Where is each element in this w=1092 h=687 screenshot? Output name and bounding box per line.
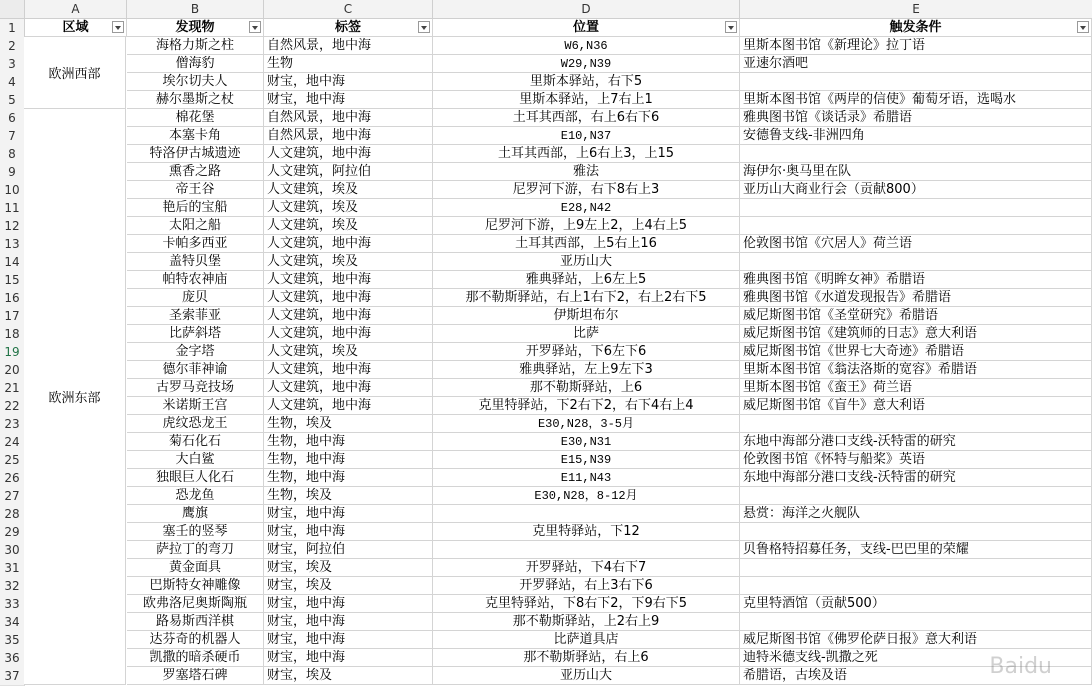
row-number[interactable]: 18 [0, 325, 25, 344]
row-number[interactable]: 12 [0, 217, 25, 236]
tag-cell[interactable]: 生物，埃及 [264, 487, 433, 505]
row-number[interactable]: 3 [0, 55, 25, 74]
trigger-cell[interactable]: 里斯本图书馆《蛮王》荷兰语 [740, 379, 1092, 397]
tag-cell[interactable]: 人文建筑，阿拉伯 [264, 163, 433, 181]
location-cell[interactable]: 开罗驿站，右上3右下6 [433, 577, 740, 595]
tag-cell[interactable]: 人文建筑，地中海 [264, 397, 433, 415]
location-cell[interactable]: 土耳其西部，上5右上16 [433, 235, 740, 253]
discovery-cell[interactable]: 卡帕多西亚 [127, 235, 264, 253]
row-number[interactable]: 16 [0, 289, 25, 308]
discovery-cell[interactable]: 比萨斜塔 [127, 325, 264, 343]
row-number[interactable]: 23 [0, 415, 25, 434]
discovery-cell[interactable]: 本塞卡角 [127, 127, 264, 145]
discovery-cell[interactable]: 海格力斯之柱 [127, 37, 264, 55]
column-header-c[interactable]: C [264, 0, 433, 18]
discovery-cell[interactable]: 圣索菲亚 [127, 307, 264, 325]
tag-cell[interactable]: 生物，地中海 [264, 433, 433, 451]
trigger-cell[interactable] [740, 577, 1092, 595]
location-cell[interactable]: 比萨道具店 [433, 631, 740, 649]
row-number[interactable]: 15 [0, 271, 25, 290]
location-cell[interactable]: 亚历山大 [433, 667, 740, 685]
discovery-cell[interactable]: 独眼巨人化石 [127, 469, 264, 487]
discovery-cell[interactable]: 凯撒的暗杀硬币 [127, 649, 264, 667]
location-cell[interactable]: 里斯本驿站，上7右上1 [433, 91, 740, 109]
trigger-cell[interactable]: 里斯本图书馆《翁法洛斯的宽容》希腊语 [740, 361, 1092, 379]
trigger-cell[interactable]: 迪特米德支线-凯撒之死 [740, 649, 1092, 667]
discovery-cell[interactable]: 埃尔切夫人 [127, 73, 264, 91]
trigger-cell[interactable]: 威尼斯图书馆《佛罗伦萨日报》意大利语 [740, 631, 1092, 649]
location-cell[interactable]: E30,N28，8-12月 [433, 487, 740, 505]
row-number[interactable]: 28 [0, 505, 25, 524]
region-merged-cell[interactable]: 欧洲西部 [24, 37, 126, 109]
discovery-cell[interactable]: 黄金面具 [127, 559, 264, 577]
discovery-cell[interactable]: 达芬奇的机器人 [127, 631, 264, 649]
row-number[interactable]: 17 [0, 307, 25, 326]
trigger-cell[interactable]: 悬赏：海洋之火舰队 [740, 505, 1092, 523]
tag-cell[interactable]: 人文建筑，地中海 [264, 271, 433, 289]
tag-cell[interactable]: 生物，地中海 [264, 451, 433, 469]
row-number[interactable]: 25 [0, 451, 25, 470]
tag-cell[interactable]: 人文建筑，埃及 [264, 199, 433, 217]
tag-cell[interactable]: 人文建筑，地中海 [264, 145, 433, 163]
tag-cell[interactable]: 财宝，埃及 [264, 577, 433, 595]
discovery-cell[interactable]: 巴斯特女神雕像 [127, 577, 264, 595]
trigger-cell[interactable]: 伦敦图书馆《穴居人》荷兰语 [740, 235, 1092, 253]
discovery-cell[interactable]: 鹰旗 [127, 505, 264, 523]
tag-cell[interactable]: 人文建筑，地中海 [264, 235, 433, 253]
tag-cell[interactable]: 人文建筑，埃及 [264, 217, 433, 235]
header-cell[interactable]: 发现物 [127, 19, 264, 37]
tag-cell[interactable]: 自然风景，地中海 [264, 109, 433, 127]
trigger-cell[interactable]: 克里特酒馆（贡献500） [740, 595, 1092, 613]
trigger-cell[interactable]: 希腊语，古埃及语 [740, 667, 1092, 685]
discovery-cell[interactable]: 菊石化石 [127, 433, 264, 451]
row-number[interactable]: 31 [0, 559, 25, 578]
location-cell[interactable]: 开罗驿站，下6左下6 [433, 343, 740, 361]
row-number[interactable]: 8 [0, 145, 25, 164]
tag-cell[interactable]: 人文建筑，埃及 [264, 343, 433, 361]
trigger-cell[interactable] [740, 145, 1092, 163]
discovery-cell[interactable]: 棉花堡 [127, 109, 264, 127]
header-cell[interactable]: 触发条件 [740, 19, 1092, 37]
location-cell[interactable]: 那不勒斯驿站，上6 [433, 379, 740, 397]
tag-cell[interactable]: 财宝，埃及 [264, 559, 433, 577]
discovery-cell[interactable]: 太阳之船 [127, 217, 264, 235]
row-number[interactable]: 21 [0, 379, 25, 398]
trigger-cell[interactable]: 亚历山大商业行会（贡献800） [740, 181, 1092, 199]
discovery-cell[interactable]: 熏香之路 [127, 163, 264, 181]
row-number[interactable]: 33 [0, 595, 25, 614]
discovery-cell[interactable]: 帕特农神庙 [127, 271, 264, 289]
region-merged-cell[interactable]: 欧洲东部 [24, 109, 126, 685]
discovery-cell[interactable]: 庞贝 [127, 289, 264, 307]
tag-cell[interactable]: 财宝，地中海 [264, 523, 433, 541]
trigger-cell[interactable] [740, 199, 1092, 217]
row-number[interactable]: 1 [0, 19, 25, 38]
column-header-e[interactable]: E [740, 0, 1092, 18]
trigger-cell[interactable]: 威尼斯图书馆《圣堂研究》希腊语 [740, 307, 1092, 325]
location-cell[interactable]: 雅典驿站，上6左上5 [433, 271, 740, 289]
location-cell[interactable]: 伊斯坦布尔 [433, 307, 740, 325]
tag-cell[interactable]: 财宝，地中海 [264, 631, 433, 649]
select-all-corner[interactable] [0, 0, 25, 18]
header-cell[interactable]: 区域 [25, 19, 127, 37]
tag-cell[interactable]: 财宝，地中海 [264, 595, 433, 613]
row-number[interactable]: 19 [0, 343, 25, 362]
row-number[interactable]: 11 [0, 199, 25, 218]
tag-cell[interactable]: 生物，地中海 [264, 469, 433, 487]
discovery-cell[interactable]: 欧弗洛尼奥斯陶瓶 [127, 595, 264, 613]
trigger-cell[interactable]: 安德鲁支线-非洲四角 [740, 127, 1092, 145]
discovery-cell[interactable]: 德尔菲神谕 [127, 361, 264, 379]
row-number[interactable]: 32 [0, 577, 25, 596]
filter-dropdown-icon[interactable] [249, 21, 261, 33]
discovery-cell[interactable]: 路易斯西洋棋 [127, 613, 264, 631]
row-number[interactable]: 36 [0, 649, 25, 668]
column-header-d[interactable]: D [433, 0, 740, 18]
filter-dropdown-icon[interactable] [1077, 21, 1089, 33]
trigger-cell[interactable]: 里斯本图书馆《新理论》拉丁语 [740, 37, 1092, 55]
tag-cell[interactable]: 财宝，埃及 [264, 667, 433, 685]
trigger-cell[interactable]: 亚速尔酒吧 [740, 55, 1092, 73]
tag-cell[interactable]: 人文建筑，地中海 [264, 361, 433, 379]
tag-cell[interactable]: 人文建筑，地中海 [264, 379, 433, 397]
location-cell[interactable]: 那不勒斯驿站，右上6 [433, 649, 740, 667]
column-header-a[interactable]: A [25, 0, 127, 18]
discovery-cell[interactable]: 虎纹恐龙王 [127, 415, 264, 433]
trigger-cell[interactable] [740, 253, 1092, 271]
location-cell[interactable]: 克里特驿站，下12 [433, 523, 740, 541]
trigger-cell[interactable]: 海伊尔·奥马里在队 [740, 163, 1092, 181]
discovery-cell[interactable]: 古罗马竞技场 [127, 379, 264, 397]
header-cell[interactable]: 位置 [433, 19, 740, 37]
trigger-cell[interactable]: 雅典图书馆《水道发现报告》希腊语 [740, 289, 1092, 307]
row-number[interactable]: 6 [0, 109, 25, 128]
trigger-cell[interactable]: 雅典图书馆《明眸女神》希腊语 [740, 271, 1092, 289]
tag-cell[interactable]: 自然风景，地中海 [264, 37, 433, 55]
trigger-cell[interactable]: 伦敦图书馆《怀特与船桨》英语 [740, 451, 1092, 469]
tag-cell[interactable]: 财宝，阿拉伯 [264, 541, 433, 559]
discovery-cell[interactable]: 金字塔 [127, 343, 264, 361]
location-cell[interactable]: E10,N37 [433, 127, 740, 145]
location-cell[interactable]: 克里特驿站，下2右下2，右下4右上4 [433, 397, 740, 415]
row-number[interactable]: 35 [0, 631, 25, 650]
discovery-cell[interactable]: 恐龙鱼 [127, 487, 264, 505]
trigger-cell[interactable]: 威尼斯图书馆《世界七大奇迹》希腊语 [740, 343, 1092, 361]
discovery-cell[interactable]: 盖特贝堡 [127, 253, 264, 271]
trigger-cell[interactable]: 贝鲁格特招募任务，支线-巴巴里的荣耀 [740, 541, 1092, 559]
trigger-cell[interactable] [740, 73, 1092, 91]
filter-dropdown-icon[interactable] [725, 21, 737, 33]
row-number[interactable]: 10 [0, 181, 25, 200]
location-cell[interactable]: 里斯本驿站，右下5 [433, 73, 740, 91]
tag-cell[interactable]: 生物 [264, 55, 433, 73]
tag-cell[interactable]: 人文建筑，地中海 [264, 307, 433, 325]
location-cell[interactable]: 雅典驿站，左上9左下3 [433, 361, 740, 379]
location-cell[interactable]: E11,N43 [433, 469, 740, 487]
watermark: Baidu [989, 654, 1052, 679]
trigger-cell[interactable]: 里斯本图书馆《两岸的信使》葡萄牙语，选喝水 [740, 91, 1092, 109]
row-number[interactable]: 37 [0, 667, 25, 686]
location-cell[interactable]: 土耳其西部，上6右上3，上15 [433, 145, 740, 163]
discovery-cell[interactable]: 帝王谷 [127, 181, 264, 199]
tag-cell[interactable]: 财宝，地中海 [264, 91, 433, 109]
location-cell[interactable]: E28,N42 [433, 199, 740, 217]
tag-cell[interactable]: 财宝，地中海 [264, 73, 433, 91]
trigger-cell[interactable]: 东地中海部分港口支线-沃特雷的研究 [740, 433, 1092, 451]
discovery-cell[interactable]: 特洛伊古城遗迹 [127, 145, 264, 163]
location-cell[interactable]: 雅法 [433, 163, 740, 181]
location-cell[interactable]: 尼罗河下游，上9左上2，上4右上5 [433, 217, 740, 235]
location-cell[interactable]: W29,N39 [433, 55, 740, 73]
location-cell[interactable] [433, 505, 740, 523]
row-number[interactable]: 7 [0, 127, 25, 146]
discovery-cell[interactable]: 赫尔墨斯之杖 [127, 91, 264, 109]
trigger-cell[interactable] [740, 523, 1092, 541]
location-cell[interactable]: E30,N31 [433, 433, 740, 451]
trigger-cell[interactable] [740, 217, 1092, 235]
trigger-cell[interactable] [740, 613, 1092, 631]
tag-cell[interactable]: 财宝，地中海 [264, 649, 433, 667]
discovery-cell[interactable]: 大白鲨 [127, 451, 264, 469]
filter-dropdown-icon[interactable] [112, 21, 124, 33]
location-cell[interactable]: 尼罗河下游，右下8右上3 [433, 181, 740, 199]
discovery-cell[interactable]: 僧海豹 [127, 55, 264, 73]
row-number[interactable]: 29 [0, 523, 25, 542]
row-number[interactable]: 4 [0, 73, 25, 92]
trigger-cell[interactable] [740, 559, 1092, 577]
location-cell[interactable]: 比萨 [433, 325, 740, 343]
row-number[interactable]: 20 [0, 361, 25, 380]
tag-cell[interactable]: 生物，埃及 [264, 415, 433, 433]
discovery-cell[interactable]: 萨拉丁的弯刀 [127, 541, 264, 559]
row-number[interactable]: 14 [0, 253, 25, 272]
row-number[interactable]: 34 [0, 613, 25, 632]
location-cell[interactable]: 那不勒斯驿站，上2右上9 [433, 613, 740, 631]
trigger-cell[interactable]: 雅典图书馆《谈话录》希腊语 [740, 109, 1092, 127]
header-cell[interactable]: 标签 [264, 19, 433, 37]
row-number[interactable]: 5 [0, 91, 25, 110]
tag-cell[interactable]: 自然风景，地中海 [264, 127, 433, 145]
row-number[interactable]: 22 [0, 397, 25, 416]
discovery-cell[interactable]: 塞壬的竖琴 [127, 523, 264, 541]
trigger-cell[interactable]: 威尼斯图书馆《盲牛》意大利语 [740, 397, 1092, 415]
trigger-cell[interactable]: 东地中海部分港口支线-沃特雷的研究 [740, 469, 1092, 487]
trigger-cell[interactable] [740, 487, 1092, 505]
tag-cell[interactable]: 人文建筑，埃及 [264, 253, 433, 271]
column-header-b[interactable]: B [127, 0, 264, 18]
discovery-cell[interactable]: 罗塞塔石碑 [127, 667, 264, 685]
location-cell[interactable]: 亚历山大 [433, 253, 740, 271]
location-cell[interactable]: W6,N36 [433, 37, 740, 55]
row-number[interactable]: 24 [0, 433, 25, 452]
tag-cell[interactable]: 财宝，地中海 [264, 505, 433, 523]
location-cell[interactable]: E15,N39 [433, 451, 740, 469]
column-header-bar [0, 0, 1092, 19]
location-cell[interactable]: 开罗驿站，下4右下7 [433, 559, 740, 577]
location-cell[interactable]: 那不勒斯驿站，右上1右下2，右上2右下5 [433, 289, 740, 307]
row-number[interactable]: 13 [0, 235, 25, 254]
location-cell[interactable]: 克里特驿站，下8右下2，下9右下5 [433, 595, 740, 613]
row-number[interactable]: 26 [0, 469, 25, 488]
discovery-cell[interactable]: 艳后的宝船 [127, 199, 264, 217]
tag-cell[interactable]: 人文建筑，地中海 [264, 325, 433, 343]
tag-cell[interactable]: 财宝，地中海 [264, 613, 433, 631]
filter-dropdown-icon[interactable] [418, 21, 430, 33]
location-cell[interactable]: 土耳其西部，右上6右下6 [433, 109, 740, 127]
discovery-cell[interactable]: 米诺斯王宫 [127, 397, 264, 415]
row-number[interactable]: 30 [0, 541, 25, 560]
row-number[interactable]: 9 [0, 163, 25, 182]
tag-cell[interactable]: 人文建筑，地中海 [264, 289, 433, 307]
location-cell[interactable] [433, 541, 740, 559]
trigger-cell[interactable] [740, 415, 1092, 433]
location-cell[interactable]: E30,N28，3-5月 [433, 415, 740, 433]
row-number[interactable]: 27 [0, 487, 25, 506]
tag-cell[interactable]: 人文建筑，埃及 [264, 181, 433, 199]
trigger-cell[interactable]: 威尼斯图书馆《建筑师的日志》意大利语 [740, 325, 1092, 343]
row-number[interactable]: 2 [0, 37, 25, 56]
